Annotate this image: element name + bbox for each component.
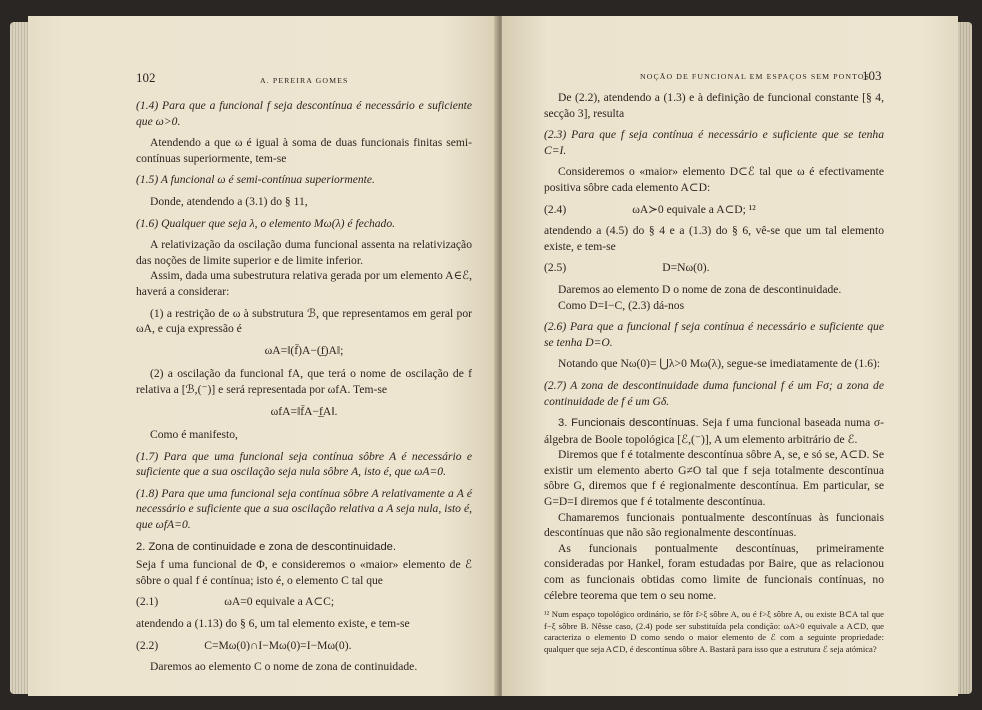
- paragraph: Chamaremos funcionais pontualmente descontínuas às funcionais descontínuas que não são regionalmente descontínuas.: [544, 510, 884, 540]
- paragraph: Assim, dada uma subestrutura relativa gerada por um elemento A∈ℰ, haverá a considerar:: [136, 269, 472, 298]
- section-title: 3. Funcionais descontínuas.: [558, 417, 699, 430]
- paragraph: Daremos ao elemento D o nome de zona de descontinuidade.: [558, 282, 842, 296]
- paragraph: (1) a restrição de ω à substrutura ℬ, que representamos em geral por ωA, e cuja expressão é: [136, 306, 472, 336]
- equation: ωA≻0 equivale a A⊂D; ¹²: [632, 202, 756, 216]
- equation: D=Nω(0).: [662, 261, 710, 275]
- proposition-1-8: (1.8) Para que uma funcional seja contínua sôbre A relativamente a A é necessário e suficiente que a sua oscilação relativa a A seja nula, isto é, que ωfA=0.: [136, 486, 472, 532]
- paragraph: (2) a oscilação da funcional fA, que terá o nome de oscilação de f relativa a [ℬ,(⁻)] e será representada por ωfA. Tem-se: [136, 367, 472, 396]
- equation-tag: (2.2): [136, 638, 159, 652]
- open-book: [10, 8, 972, 702]
- paragraph: Daremos ao elemento C o nome de zona de continuidade.: [150, 660, 418, 674]
- paragraph: A relativização da oscilação duma funcional assenta na relativização das noções de limite superior e de limite inferior.: [136, 238, 472, 267]
- left-page-body: [136, 98, 472, 681]
- section-title: 2. Zona de continuidade e zona de descontinuidade.: [136, 540, 397, 553]
- equation: ωA=0 equivale a A⊂C;: [224, 595, 335, 609]
- equation: C=Mω(0)∩I−Mω(0)=I−Mω(0).: [204, 638, 352, 652]
- footnote-12: ¹² Num espaço topológico ordinário, se fôr f>ξ sôbre A, ou é f>ξ sôbre A, ou existe B⊂A tal que f−ξ sôbre B. Nêsse caso, (2.4) pode ser substituída pela condição: ωA>0 equivale a A⊂D, que caracteriza o elemento D como sendo o maior elemento de ℰ com a seguinte propriedade: qualquer que seja A⊂D, é descontínua sôbre A. Bastará para isso que a estrutura ℰ seja atómica?: [544, 609, 884, 654]
- right-page: [502, 16, 958, 696]
- proposition-1-4: (1.4) Para que a funcional f seja descontínua é necessário e suficiente que ω>0.: [136, 99, 472, 128]
- paragraph: Notando que Nω(0)= ⋃λ>0 Mω(λ), segue-se imediatamente de (1.6):: [558, 357, 881, 371]
- equation: ωA=‖(f̄)A−(f̲)A‖;: [264, 343, 344, 357]
- equation-tag: (2.1): [136, 595, 159, 609]
- paragraph: Como é manifesto,: [150, 428, 238, 442]
- paragraph: Atendendo a que ω é igual à soma de duas funcionais finitas semi-contínuas superiormente, tem-se: [136, 136, 472, 165]
- paragraph: Consideremos o «maior» elemento D⊂ℰ tal que ω é efectivamente positiva sôbre cada elemento A⊂D:: [544, 165, 884, 194]
- proposition-2-3: (2.3) Para que f seja contínua é necessário e suficiente que se tenha C=I.: [544, 128, 884, 157]
- paragraph: De (2.2), atendendo a (1.3) e à definição de funcional constante [§ 4, secção 3], resulta: [544, 91, 884, 120]
- right-page-body: [544, 90, 884, 662]
- proposition-1-7: (1.7) Para que uma funcional seja contínua sôbre A é necessário e suficiente que a sua oscilação seja nula sôbre A, isto é, que ωA=0.: [136, 449, 472, 479]
- paragraph: Diremos que f é totalmente descontínua sôbre A, se, e só se, A⊂D. Se existir um elemento aberto G≠O tal que f seja totalmente descontínua sôbre G, diremos que f é regionalmente descontínua. Em particular, se G=D=I diremos que f é totalmente descontínua.: [544, 448, 884, 509]
- paragraph: Donde, atendendo a (3.1) do § 11,: [150, 194, 308, 208]
- running-head-left: A. PEREIRA GOMES: [260, 76, 349, 85]
- paragraph: atendendo a (4.5) do § 4 e a (1.3) do § 6, vê-se que um tal elemento existe, e tem-se: [544, 224, 884, 253]
- proposition-2-6: (2.6) Para que a funcional f seja contínua é necessário e suficiente que se tenha D=O.: [544, 320, 884, 349]
- equation-tag: (2.5): [544, 261, 567, 275]
- page-edges-right: [958, 22, 972, 694]
- paragraph: Seja f uma funcional baseada numa σ-álgebra de Boole topológica [ℰ,(⁻)], A um elemento arbitrário de ℰ.: [544, 416, 885, 446]
- page-number-right: 103: [862, 68, 882, 83]
- equation-tag: (2.4): [544, 202, 567, 216]
- left-page: [28, 16, 498, 696]
- proposition-2-7: (2.7) A zona de descontinuidade duma funcional f é um Fσ; a zona de continuidade de f é um Gδ.: [544, 378, 884, 408]
- paragraph: atendendo a (1.13) do § 6, um tal elemento existe, e tem-se: [136, 617, 410, 631]
- paragraph: As funcionais pontualmente descontínuas, primeiramente consideradas por Hankel, foram estudadas por Baire, que as relacionou com as funcionais obtidas como limite de funcionais contínuas, no célebre teorema que tem o seu nome.: [544, 541, 884, 602]
- running-head-right: NOÇÃO DE FUNCIONAL EM ESPAÇOS SEM PONTOS: [640, 72, 871, 81]
- equation: ωfA=‖f̄A−f̲A‖.: [270, 404, 338, 418]
- proposition-1-6: (1.6) Qualquer que seja λ, o elemento Mω(λ) é fechado.: [136, 216, 396, 230]
- proposition-1-5: (1.5) A funcional ω é semi-contínua superiormente.: [136, 173, 375, 187]
- paragraph: Como D=I−C, (2.3) dá-nos: [558, 298, 685, 312]
- page-number-left: 102: [136, 70, 156, 85]
- paragraph: Seja f uma funcional de Φ, e consideremos o «maior» elemento de ℰ sôbre o qual f é contínua; isto é, o elemento C tal que: [136, 558, 472, 587]
